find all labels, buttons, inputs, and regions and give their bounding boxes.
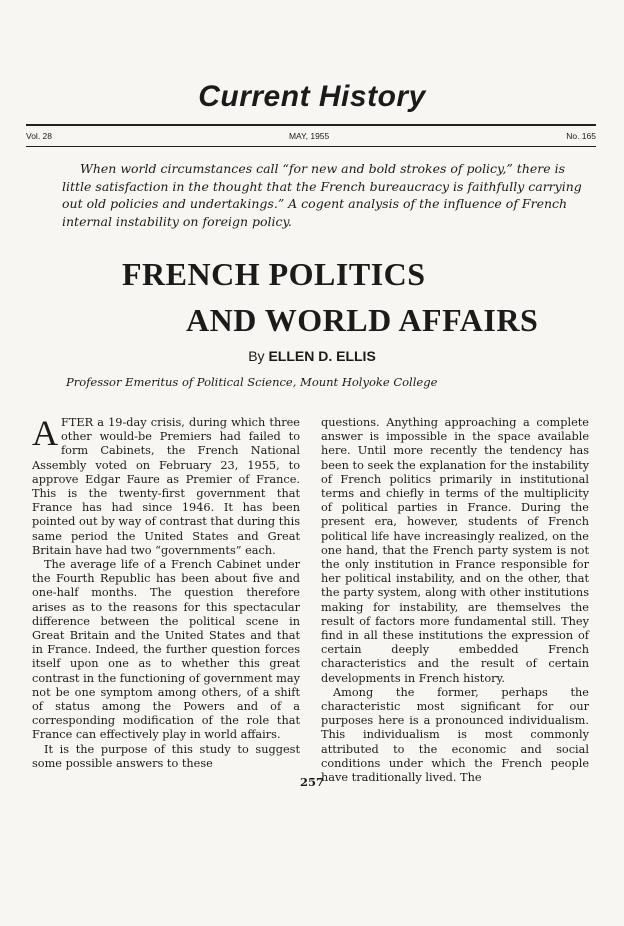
volume-label: Vol. 28 [26, 131, 52, 141]
issue-number: No. 165 [566, 131, 596, 141]
headline-line-1: FRENCH POLITICS [122, 256, 426, 292]
issue-info-line [26, 131, 596, 141]
paragraph-1-text: FTER a 19-day crisis, during which three other would-be Premiers had failed to form Cabinets, the French National Assembly voted on February 23, 1955, to approve Edgar Faure as Premier of France. This is the twenty-first government that France has had since 1946. It has been pointed out by way of contrast that during this same period the United States and Great Britain have had two “governments” each. [32, 416, 300, 557]
headline-line-2: AND WORLD AFFAIRS [186, 302, 539, 338]
byline [0, 348, 624, 364]
article-deck: When world circumstances call “for new and bold strokes of policy,” there is little satisfaction in the thought that the French bureaucracy is faithfully carrying out old policies and undertakings.” A cogent analysis of the influence of French internal instability on foreign policy. [62, 161, 582, 229]
paragraph-5: Among the former, perhaps the characteristic most significant for our purposes here is a pronounced individualism. This individualism is most commonly attributed to the economic and social conditions under which the French people have traditionally lived. The [321, 685, 589, 785]
paragraph-2: The average life of a French Cabinet under the Fourth Republic has been about five and one-half months. The question therefore arises as to the reasons for this spectacular difference between the political scene in Great Britain and the United States and that in France. Indeed, the further question forces itself upon one as to whether this great contrast in the functioning of government may not be one symptom among others, of a shift of status among the Powers and of a corresponding modification of the role that France can effectively play in world affairs. [32, 558, 300, 742]
byline-prefix: By [248, 348, 269, 364]
issue-date: MAY, 1955 [288, 131, 330, 141]
author-name: ELLEN D. ELLIS [268, 348, 376, 364]
body-column-left [32, 413, 300, 771]
author-affiliation: Professor Emeritus of Political Science, Mount Holyoke College [66, 375, 438, 389]
paragraph-1 [32, 413, 300, 558]
paragraph-3: It is the purpose of this study to suggest some possible answers to these [32, 742, 300, 770]
body-column-right [321, 416, 589, 785]
top-rule [26, 124, 596, 126]
bottom-rule [26, 146, 596, 147]
drop-cap: A [32, 413, 58, 453]
page-number: 257 [299, 775, 324, 789]
masthead-title: Current History [198, 80, 426, 113]
paragraph-4: questions. Anything approaching a complete answer is impossible in the space available here. Until more recently the tendency has been to seek the explanation for the instability of French politics primarily in institutional terms and chiefly in terms of the multiplicity of political parties in France. During the present era, however, students of French political life have increasingly realized, on the one hand, that the French party system is not the only institution in France responsible for her political instability, and on the other, that the party system, along with other institutions making for instability, are themselves the result of factors more fundamental still. They find in all these institutions the expression of certain deeply embedded French characteristics and the result of certain developments in French history. [321, 416, 589, 685]
